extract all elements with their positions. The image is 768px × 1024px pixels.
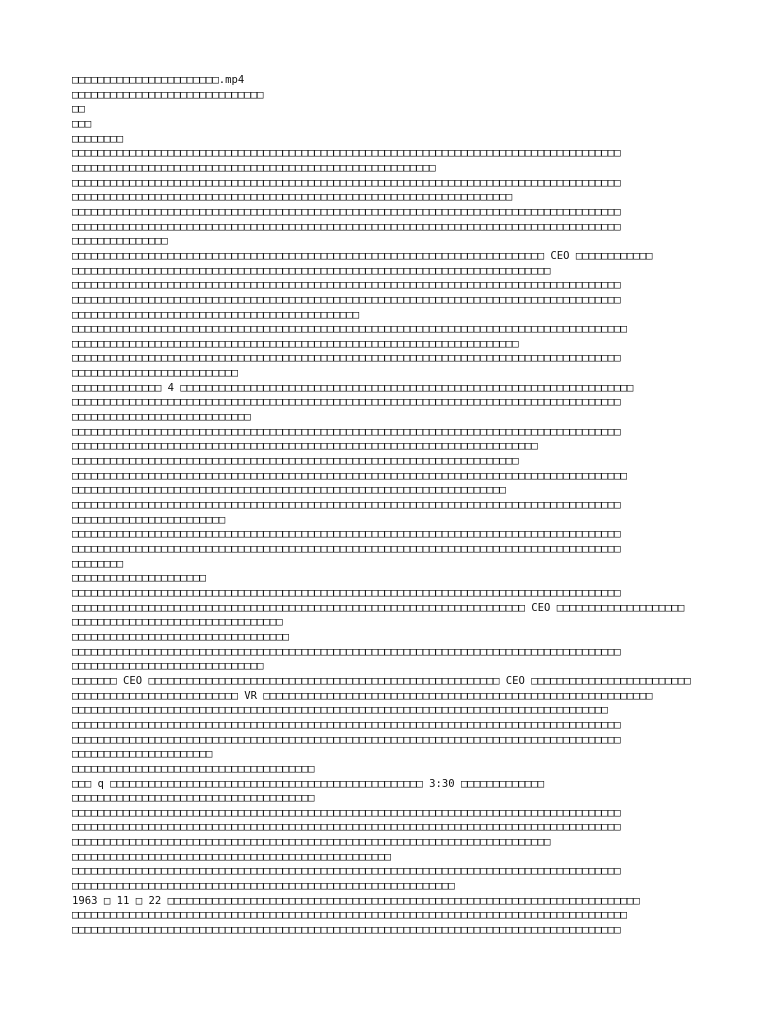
text-line: □□□ q □□□□□□□□□□□□□□□□□□□□□□□□□□□□□□□□□□□□□□□□□□□□□□□□□ 3:30 □□□□□□□□□□□□□ bbox=[72, 777, 544, 790]
document-body bbox=[72, 73, 708, 938]
text-line: □□□□□□□□□□□□□□□□□□□□□□□□□□□□ bbox=[72, 411, 251, 424]
text-line: □□□□□□□□□□□□□□□□□□□□□□□□□□□□□□□□□□□□□□□□□□□□□□□□□□□□□□□□□□□□□□□□□□□□□□□□□□□□□□□□□□□□□□□ bbox=[72, 469, 627, 482]
text-line: □□□□□□□□□□□□□□□□□□□□□ bbox=[72, 572, 206, 585]
text-line: □□□□□□□□□□□□□□□□□□□□□□□□□□ bbox=[72, 367, 238, 380]
text-line: □□□□□□□□□□□□□□□□□□□□□□□□□□□□□□□□□□□□□□□□□□□□□□□□□□□□□□□□□□□□□□□□□□□□□□□□□□□□□□□□□□□□□□□ bbox=[72, 909, 627, 922]
text-line: □□□□□□□□□□□□□□□□□□□□□□□□□□□□□□□□□□□□□□ bbox=[72, 792, 315, 805]
text-line: □□□□□□□□□□□□□□□□□□□□□□□□□□□□□□□□□□□□□□□□□□□□□□□□□□□□□□□□□□□□□□□□□□□□□□□□□□□□□□□□□□□□□□ bbox=[72, 528, 621, 541]
text-line: □□□□□□□□□□□□□□□□□□□□□□□□□□□□□□□□□□□□□□□□□□□□□□□□□□□□□□□□□□□□□□□□□□□□□□□□□□□□□□□□□□□□□□ bbox=[72, 396, 621, 409]
text-line: □□□□□□□□□□□□□□□□□□□□□□□□□□□□□□□□□□□□□□□□□□□□□□□□□□□□□□□□□□□□□□□□□□□□□□□□□□□□□□□□□□□□□□ bbox=[72, 733, 621, 746]
text-line: □□□□□□□□□□□□□□□□□□□□□□□□□□□□□□□□□□□□□□□□□□□□□□□□□□□□□□□□□□□□□□□□□□□□□□□□□□□□□□□□□□□□□□ bbox=[72, 293, 621, 306]
text-line: □□□□□□□□□□□□□□□□□□□□□□□□□□□□□□□□□□□□□□□□□□□□□□□□□□□□□□□□□□□□□□□□□□□□□□□□□□□□□□□□□□□□□□ bbox=[72, 220, 621, 233]
text-line: □□□□□□□□□□□□□□ 4 □□□□□□□□□□□□□□□□□□□□□□□□□□□□□□□□□□□□□□□□□□□□□□□□□□□□□□□□□□□□□□□□□□□□□□□ bbox=[72, 381, 634, 394]
text-line: □□□□□□□□□□□□□□□□□□□□□□□□□□□□□□□□□□□□□□□□□□□□□□□□□□□□□□□□□□□□□□□□□□□□□□□□□□□□□□□□□□□□□□ bbox=[72, 279, 621, 292]
text-line: 1963 □ 11 □ 22 □□□□□□□□□□□□□□□□□□□□□□□□□□□□□□□□□□□□□□□□□□□□□□□□□□□□□□□□□□□□□□□□□□□□□□□□□□ bbox=[72, 894, 640, 907]
text-line: □□□□□□□□□□□□□□□□□□□□□□□□□□□□□□□□□□□□□□□□□□□□□□□□□□□□□□□□□□□□□□□□□□□□□□□□□□□□□□□□□□□□□□ bbox=[72, 586, 621, 599]
text-line: □□□□□□□□□□□□□□□□□□□□□□□.mp4 bbox=[72, 74, 245, 86]
text-line: □□□□□□□□□□□□□□□□□□□□□□□□□□□□□□□□□ bbox=[72, 616, 283, 629]
text-line: □□□□□□□□□□□□□□□□□□□□□□□□□□□□□□□□□□□□□□□□□□□□□□□□□□□□□□□□□□□□□□□□□□□□□□□□□□ CEO □□□□□□□□□□□□ bbox=[72, 249, 653, 262]
text-line: □□□□□□□□□□□□□□□□□□□□□□□□□□□□□□□□□□ bbox=[72, 630, 289, 643]
text-line: □□□□□□□□□□□□□□□□□□□□□□□□□□□□□□ bbox=[72, 660, 264, 673]
text-line: □□□□□□□□□□□□□□□□□□□□□□□□ bbox=[72, 513, 226, 526]
text-line: □□□□□□□□□□□□□□□□□□□□□□□□□□□□□□□□□□□□□□□□□□□□□□□□□□□□□□□□□□□□□□□□□□□□□□ bbox=[72, 337, 519, 350]
text-line: □□□□□□□□□□□□□□□□□□□□□□□□□□□□□□□□□□□□□□□□□□□□□□□□□□□□□□□□□□□□ bbox=[72, 880, 455, 893]
text-line: □□□□□□□□□□□□□□□□□□□□□□□□□□□□□□□□□□□□□□□□□□□□□□□□□□□□□□□□□□□□□□□□□□□□□□□□□□□□□□□□□□□□□□ bbox=[72, 806, 621, 819]
text-line: □□□□□□□□□□□□□□□□□□□□□□□□□□□□□□□□□□□□□□□□□□□□□□□□□□ bbox=[72, 850, 391, 863]
text-line: □□□□□□□□□□□□□□□ bbox=[72, 235, 168, 248]
text-line: □□□□□□□□□□□□□□□□□□□□□□□□□□□□□□□□□□□□□□□□□□□□□□□□□□□□□□□□□□□□□□□□□□□□□□□ CEO □□□□□□□□□□□□□□□□□□□□ bbox=[72, 601, 685, 614]
text-line: □□□□□□□□□□□□□□□□□□□□□□□□□□□□□□□□□□□□□□ bbox=[72, 762, 315, 775]
text-line: □□□□□□□□□□□□□□□□□□□□□□□□□□□□□□□□□□□□□□□□□□□□□□□□□□□□□□□□□□□□□□□□□□□□□□□□□□□ bbox=[72, 836, 551, 849]
text-line: □□□□□□□□□□□□□□□□□□□□□□□□□□□□□□□□□□□□□□□□□□□□□□□□□□□□□□□□□□□□□□□□□□□□□□□□□□□□□□□□□□□□□□ bbox=[72, 352, 621, 365]
text-line: □□□□□□□□□□□□□□□□□□□□□□□□□□□□□□□□□□□□□□□□□□□□□□□□□□□□□□□□□□□□□□□□□□□□□□ bbox=[72, 455, 519, 468]
text-line: □□□□□□□□ bbox=[72, 132, 124, 145]
text-line: □□□□□□□□□□□□□□□□□□□□□□□□□□□□□□□□□□□□□□□□□□□□□□□□□□□□□□□□□□□□□□□□□□□□□□□□□□□□□□□□□□□□□□ bbox=[72, 865, 621, 878]
text-line: □□□□□□□□ bbox=[72, 557, 124, 570]
text-line: □□□□□□□□□□□□□□□□□□□□□□□□□□□□□□□□□□□□□□□□□□□□□□□□□□□□□□□□□□□□□□□□□□□□□□□□□□□□□□□□□□□□□□ bbox=[72, 176, 621, 189]
text-line: □□ bbox=[72, 103, 85, 116]
text-line: □□□□□□□□□□□□□□□□□□□□□□□□□□□□□□□□□□□□□□□□□□□□□□□□□□□□□□□□□□□□□□□□□□□□□□□□□□□□□□□□□□□□□□ bbox=[72, 645, 621, 658]
text-line: □□□□□□□□□□□□□□□□□□□□□□□□□□□□□□□□□□□□□□□□□□□□□□□□□□□□□□□□□□□□□□□□□□□□□□□□□□□□□□□□□□□□□□ bbox=[72, 147, 621, 160]
text-line: □□□□□□□□□□□□□□□□□□□□□□□□□□□□□□ bbox=[72, 88, 264, 101]
text-line: □□□□□□□□□□□□□□□□□□□□□□□□□□□□□□□□□□□□□□□□□□□□□□□□□□□□□□□□□□□□□□□□□□□□□□□□□□□□□□□□□□□□□□□ bbox=[72, 323, 627, 336]
text-line: □□□□□□□□□□□□□□□□□□□□□□□□□□□□□□□□□□□□□□□□□□□□□□□□□□□□□□□□□ bbox=[72, 161, 436, 174]
text-line: □□□□□□□□□□□□□□□□□□□□□□□□□□□□□□□□□□□□□□□□□□□□□□□□□□□□□□□□□□□□□□□□□□□□□□□□□□□□□□□□□□□□□□ bbox=[72, 821, 621, 834]
text-line: □□□□□□□□□□□□□□□□□□□□□□□□□□□□□□□□□□□□□□□□□□□□□□□□□□□□□□□□□□□□□□□□□□□□□□□□□□□ bbox=[72, 264, 551, 277]
text-line: □□□□□□□□□□□□□□□□□□□□□□□□□□□□□□□□□□□□□□□□□□□□□□□□□□□□□□□□□□□□□□□□□□□□□□□□□□□□□□□□□□□□□□ bbox=[72, 718, 621, 731]
text-line: □□□□□□□□□□□□□□□□□□□□□□□□□□□□□□□□□□□□□□□□□□□□□□□□□□□□□□□□□□□□□□□□□□□□□□□□□□□□□□□□□□□□□□ bbox=[72, 543, 621, 555]
text-line: □□□□□□□□□□□□□□□□□□□□□□□□□□□□□□□□□□□□□□□□□□□□□□□□□□□□□□□□□□□□□□□□□□□□□□□□□□□□□□□□□□□□ bbox=[72, 704, 608, 717]
text-line: □□□□□□□□□□□□□□□□□□□□□□ bbox=[72, 748, 213, 761]
text-line: □□□□□□□□□□□□□□□□□□□□□□□□□□ VR □□□□□□□□□□□□□□□□□□□□□□□□□□□□□□□□□□□□□□□□□□□□□□□□□□□□□□□□□□□□□ bbox=[72, 689, 653, 702]
text-line: □□□□□□□□□□□□□□□□□□□□□□□□□□□□□□□□□□□□□□□□□□□□□□□□□□□□□□□□□□□□□□□□□□□□□□□□□ bbox=[72, 440, 538, 453]
text-line: □□□ bbox=[72, 117, 92, 130]
text-line: □□□□□□□ CEO □□□□□□□□□□□□□□□□□□□□□□□□□□□□□□□□□□□□□□□□□□□□□□□□□□□□□□□ CEO □□□□□□□□□□□□□□□□□□□□□□□□□ bbox=[72, 674, 691, 687]
text-line: □□□□□□□□□□□□□□□□□□□□□□□□□□□□□□□□□□□□□□□□□□□□□□□□□□□□□□□□□□□□□□□□□□□□ bbox=[72, 484, 506, 497]
text-line: □□□□□□□□□□□□□□□□□□□□□□□□□□□□□□□□□□□□□□□□□□□□□□□□□□□□□□□□□□□□□□□□□□□□□ bbox=[72, 191, 513, 204]
text-line: □□□□□□□□□□□□□□□□□□□□□□□□□□□□□□□□□□□□□□□□□□□□□□□□□□□□□□□□□□□□□□□□□□□□□□□□□□□□□□□□□□□□□□ bbox=[72, 425, 621, 438]
text-line: □□□□□□□□□□□□□□□□□□□□□□□□□□□□□□□□□□□□□□□□□□□□□□□□□□□□□□□□□□□□□□□□□□□□□□□□□□□□□□□□□□□□□□ bbox=[72, 924, 621, 937]
text-line: □□□□□□□□□□□□□□□□□□□□□□□□□□□□□□□□□□□□□□□□□□□□□□□□□□□□□□□□□□□□□□□□□□□□□□□□□□□□□□□□□□□□□□ bbox=[72, 205, 621, 218]
text-line: □□□□□□□□□□□□□□□□□□□□□□□□□□□□□□□□□□□□□□□□□□□□□ bbox=[72, 308, 360, 321]
text-line: □□□□□□□□□□□□□□□□□□□□□□□□□□□□□□□□□□□□□□□□□□□□□□□□□□□□□□□□□□□□□□□□□□□□□□□□□□□□□□□□□□□□□□ bbox=[72, 499, 621, 512]
